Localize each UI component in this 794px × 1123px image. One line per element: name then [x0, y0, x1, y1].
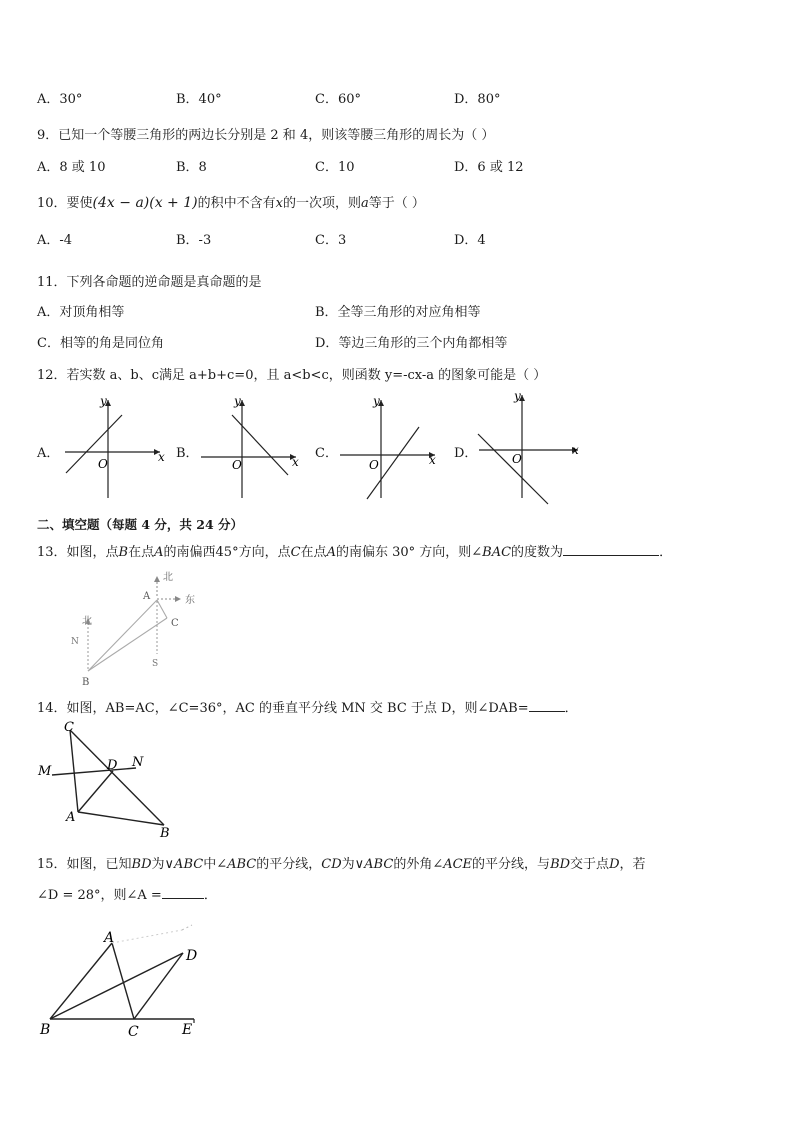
q15-text-1: 15．如图，已知 — [37, 857, 132, 872]
q12-a-x-label: x — [158, 450, 165, 464]
q12-c-origin: O — [369, 458, 379, 472]
q14-label-n: N — [132, 755, 144, 770]
q12-option-d-label: D． — [454, 446, 478, 461]
q13-end: ． — [659, 545, 673, 560]
q13-point-a: A — [154, 545, 164, 560]
q14-answer-blank[interactable] — [529, 711, 565, 712]
q14-label-m: M — [38, 764, 52, 779]
q13-north-label-top: 北 — [163, 572, 173, 583]
q12-c-x-label: x — [429, 453, 436, 467]
q10-option-d: D．4 — [454, 233, 486, 248]
q8-option-b: B．40° — [176, 92, 222, 107]
q9-option-b: B．8 — [176, 160, 207, 175]
q13-north-label-b: 北 — [82, 616, 92, 627]
q13-east-label: 东 — [185, 595, 195, 606]
q12-d-origin: O — [512, 452, 522, 466]
q12-stem: 12．若实数 a、b、c满足 a+b+c=0，且 a<b<c，则函数 y=-cx-a 的图象可能是（ ） — [37, 368, 547, 383]
q15-text-6: 的外角 — [393, 857, 433, 872]
q15-text-8: 交于点 — [570, 857, 610, 872]
q10-mid2: 的一次项，则 — [282, 196, 361, 211]
q8-option-c: C．60° — [315, 92, 361, 107]
q15-bd: BD — [131, 857, 152, 872]
q15-triangle-2: ∨ABC — [354, 857, 394, 872]
q15-text-5: 为 — [341, 857, 355, 872]
q10-option-b: B．-3 — [176, 233, 212, 248]
q15-text-4: 的平分线， — [256, 857, 322, 872]
q12-b-x-label: x — [292, 455, 299, 469]
q14-label-c: C — [64, 720, 74, 735]
q13-answer-blank[interactable] — [563, 555, 659, 556]
q13-point-b: B — [118, 545, 129, 560]
q11-option-b: B．全等三角形的对应角相等 — [315, 305, 481, 320]
q10-option-a: A．-4 — [37, 233, 73, 248]
q15-label-d: D — [186, 948, 198, 964]
q12-graph-b — [196, 395, 306, 505]
q14-end: ． — [564, 701, 578, 716]
q10-var-x: x — [275, 196, 283, 211]
q15-stem-line2 — [37, 884, 217, 903]
q15-triangle-1: ∨ABC — [164, 857, 204, 872]
q9-stem: 9．已知一个等腰三角形的两边长分别是 2 和 4，则该等腰三角形的周长为（ ） — [37, 128, 495, 143]
q15-figure — [36, 920, 206, 1045]
q9-option-d: D．6 或 12 — [454, 160, 524, 175]
q10-var-a: a — [360, 196, 369, 211]
q15-label-a: A — [104, 930, 115, 946]
q15-text-2: 为 — [151, 857, 165, 872]
q15-point-d: D — [609, 857, 620, 872]
q10-suffix: 等于（ ） — [368, 196, 425, 211]
q13-degree: 45° — [215, 545, 239, 560]
q14-figure — [36, 718, 176, 843]
q15-answer-blank[interactable] — [162, 898, 204, 899]
q14-label-d: D — [107, 758, 118, 773]
q12-d-x-label: x — [572, 443, 579, 457]
section-title: 二、填空题（每题 4 分，共 24 分） — [37, 517, 244, 532]
q13-text-2: 在点 — [128, 545, 155, 560]
q13-south-label: S — [152, 659, 159, 669]
q13-n-label: N — [71, 637, 79, 647]
q10-prefix: 10．要使 — [37, 196, 93, 211]
q8-option-a: A．30° — [37, 92, 83, 107]
q12-graph-c — [335, 395, 445, 505]
q13-label-b: B — [82, 677, 90, 688]
q13-label-c: C — [171, 618, 179, 629]
q12-option-a-label: A． — [37, 446, 60, 461]
q15-text-10: ∠D = 28°，则∠A = — [37, 888, 162, 903]
q14-text: 14．如图，AB=AC，∠C=36°，AC 的垂直平分线 MN 交 BC 于点 D，则∠DAB= — [37, 701, 529, 716]
q9-option-c: C．10 — [315, 160, 355, 175]
q15-end: ． — [203, 888, 217, 903]
q15-stem-line1 — [37, 853, 646, 872]
q13-label-a: A — [143, 591, 151, 602]
q11-option-c: C．相等的角是同位角 — [37, 336, 164, 351]
q10-stem — [37, 192, 425, 211]
q15-angle-ace: ∠ACE — [432, 857, 473, 872]
q12-graph-a — [60, 395, 170, 505]
q11-option-d: D．等边三角形的三个内角都相等 — [315, 336, 508, 351]
q15-label-e: E — [182, 1022, 193, 1038]
q15-bd-2: BD — [550, 857, 571, 872]
q15-text-7: 的平分线，与 — [472, 857, 551, 872]
q12-b-y-label: y — [234, 394, 241, 408]
q12-a-origin: O — [98, 457, 108, 471]
q15-text-3: 中 — [203, 857, 217, 872]
q12-b-origin: O — [232, 458, 242, 472]
q12-option-c-label: C． — [315, 446, 338, 461]
q13-stem — [37, 541, 672, 560]
q13-angle-bac: BAC — [482, 545, 512, 560]
q15-label-c: C — [128, 1024, 139, 1040]
q10-expression: (4x − a)(x + 1) — [92, 195, 198, 211]
q13-point-a2: A — [326, 545, 336, 560]
q13-text-5: 在点 — [300, 545, 327, 560]
q13-text-3: 的南偏西 — [163, 545, 216, 560]
q8-option-d: D．80° — [454, 92, 501, 107]
q15-text-9: ，若 — [619, 857, 646, 872]
q15-angle-abc: ∠ABC — [216, 857, 257, 872]
q14-label-a: A — [66, 810, 76, 825]
q13-point-c: C — [290, 545, 301, 560]
q13-text-4: 方向，点 — [238, 545, 291, 560]
q14-stem — [37, 697, 578, 716]
q11-stem: 11．下列各命题的逆命题是真命题的是 — [37, 275, 262, 290]
q13-text-6: 的南偏东 30° 方向，则∠ — [335, 545, 483, 560]
q12-a-y-label: y — [100, 394, 107, 408]
q10-option-c: C．3 — [315, 233, 347, 248]
q13-figure — [60, 566, 220, 691]
q11-option-a: A．对顶角相等 — [37, 305, 125, 320]
q12-d-y-label: y — [514, 389, 521, 403]
q12-option-b-label: B． — [176, 446, 199, 461]
q15-cd: CD — [321, 857, 342, 872]
q12-c-y-label: y — [373, 394, 380, 408]
q13-text-1: 13．如图，点 — [37, 545, 119, 560]
q13-text-7: 的度数为 — [511, 545, 564, 560]
q10-mid: 的积中不含有 — [197, 196, 276, 211]
q9-option-a: A．8 或 10 — [37, 160, 106, 175]
q12-graph-d — [474, 390, 584, 500]
q14-label-b: B — [160, 826, 170, 841]
q15-label-b: B — [40, 1022, 51, 1038]
